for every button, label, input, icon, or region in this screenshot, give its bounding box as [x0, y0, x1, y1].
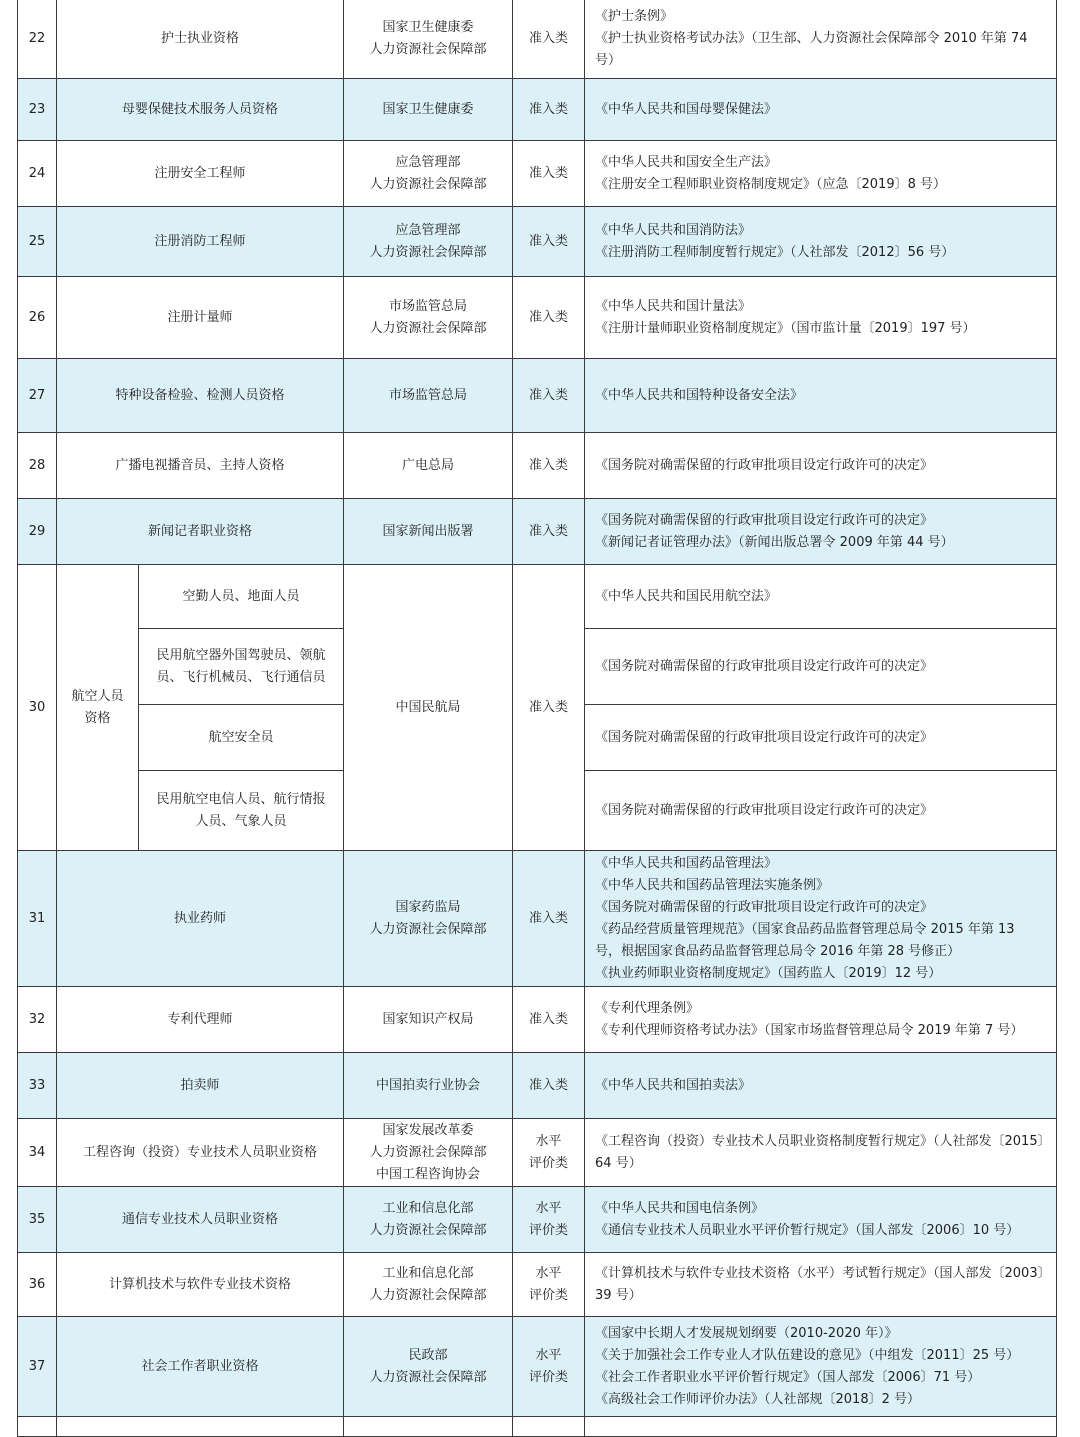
basis-documents-cell-line: 号） — [595, 52, 622, 68]
qualification-name-line: 工程咨询（投资）专业技术人员职业资格 — [83, 1144, 318, 1160]
department-cell-line: 广电总局 — [402, 457, 455, 473]
basis-documents-cell-line: 《新闻记者证管理办法》（新闻出版总署令 2009 年第 44 号） — [595, 534, 954, 550]
department-cell-line: 中国拍卖行业协会 — [376, 1077, 481, 1093]
sub-qualification-name — [139, 705, 344, 771]
basis-documents-cell — [585, 141, 1057, 207]
qualification-name-line: 广播电视播音员、主持人资格 — [115, 457, 285, 473]
basis-documents-cell — [585, 771, 1057, 851]
department-cell — [344, 141, 513, 207]
basis-documents-cell-line: 《国务院对确需保留的行政审批项目设定行政许可的决定》 — [595, 512, 934, 528]
qualification-name-line: 新闻记者职业资格 — [148, 523, 253, 539]
basis-documents-cell-line: 《中华人民共和国药品管理法》 — [595, 855, 778, 871]
row-number-line: 25 — [28, 233, 46, 249]
category-cell-line: 准入类 — [529, 1077, 569, 1093]
category-cell — [513, 565, 585, 851]
basis-documents-cell — [585, 1053, 1057, 1119]
department-cell — [344, 1119, 513, 1187]
category-cell — [513, 1253, 585, 1317]
basis-documents-cell — [585, 359, 1057, 433]
basis-documents-cell — [585, 1253, 1057, 1317]
category-cell-line: 评价类 — [529, 1369, 569, 1385]
department-cell-line: 人力资源社会保障部 — [369, 1222, 487, 1238]
category-cell — [513, 277, 585, 359]
category-cell-line: 准入类 — [529, 1011, 569, 1027]
table-row — [18, 851, 1057, 987]
row-number — [18, 1317, 57, 1417]
qualification-name-line: 注册消防工程师 — [154, 233, 246, 249]
qualification-name-line: 注册计量师 — [167, 309, 233, 325]
sub-qualification-name — [139, 565, 344, 629]
basis-documents-cell-line: 《注册安全工程师职业资格制度规定》（应急〔2019〕8 号） — [595, 176, 947, 192]
category-cell — [513, 79, 585, 141]
category-cell — [513, 987, 585, 1053]
qualification-name — [57, 207, 344, 277]
qualification-name-line: 拍卖师 — [180, 1077, 220, 1093]
category-cell-line: 准入类 — [529, 165, 569, 181]
qualification-name — [57, 433, 344, 499]
department-cell-line: 市场监管总局 — [389, 298, 468, 314]
row-number — [18, 79, 57, 141]
category-cell — [513, 207, 585, 277]
department-cell — [344, 277, 513, 359]
table-row — [18, 987, 1057, 1053]
basis-documents-cell-line: 《专利代理条例》 — [595, 1000, 700, 1016]
row-number-line: 32 — [28, 1011, 46, 1027]
department-cell — [344, 359, 513, 433]
department-cell — [344, 0, 513, 79]
table-row — [18, 1253, 1057, 1317]
row-number-line: 29 — [28, 523, 46, 539]
table-row — [18, 359, 1057, 433]
basis-documents-cell-line: 《中华人民共和国计量法》 — [595, 298, 752, 314]
sub-qualification-name-line: 员、飞行机械员、飞行通信员 — [156, 669, 326, 685]
row-number-line: 34 — [28, 1144, 46, 1160]
category-cell — [513, 1053, 585, 1119]
sub-qualification-name — [139, 771, 344, 851]
row-number-line: 33 — [28, 1077, 46, 1093]
row-number-line: 37 — [28, 1358, 46, 1374]
qualification-name — [57, 277, 344, 359]
table-row — [18, 433, 1057, 499]
department-cell-line: 人力资源社会保障部 — [369, 921, 487, 937]
basis-documents-cell-line: 《中华人民共和国药品管理法实施条例》 — [595, 877, 830, 893]
category-cell — [513, 433, 585, 499]
row-number — [18, 851, 57, 987]
category-cell-line: 准入类 — [529, 30, 569, 46]
qualification-name-line: 注册安全工程师 — [154, 165, 246, 181]
basis-documents-cell — [585, 0, 1057, 79]
row-number — [18, 1253, 57, 1317]
qualification-group-line: 资格 — [84, 710, 111, 726]
department-cell-line: 国家卫生健康委 — [382, 101, 474, 117]
basis-documents-cell-line: 《护士条例》 — [595, 8, 674, 24]
department-cell-line: 国家知识产权局 — [382, 1011, 474, 1027]
category-cell — [513, 499, 585, 565]
qualification-table — [17, 0, 1057, 1437]
table-row — [18, 565, 1057, 629]
department-cell — [344, 499, 513, 565]
sub-qualification-name-line: 空勤人员、地面人员 — [182, 588, 300, 604]
category-cell-line: 评价类 — [529, 1155, 569, 1171]
department-cell-line: 国家药监局 — [395, 899, 461, 915]
department-cell — [344, 1253, 513, 1317]
table-row — [18, 79, 1057, 141]
basis-documents-cell-line: 《国务院对确需保留的行政审批项目设定行政许可的决定》 — [595, 802, 934, 818]
basis-documents-cell-line: 《护士执业资格考试办法》（卫生部、人力资源社会保障部令 2010 年第 74 — [595, 30, 1028, 46]
row-number — [18, 987, 57, 1053]
department-cell-line: 人力资源社会保障部 — [369, 320, 487, 336]
basis-documents-cell-line: 《国务院对确需保留的行政审批项目设定行政许可的决定》 — [595, 658, 934, 674]
basis-documents-cell — [585, 705, 1057, 771]
row-number — [18, 565, 57, 851]
table-row — [18, 499, 1057, 565]
department-cell-line: 民政部 — [408, 1347, 448, 1363]
category-cell-line: 准入类 — [529, 699, 569, 715]
department-cell-line: 人力资源社会保障部 — [369, 1144, 487, 1160]
category-cell-line: 准入类 — [529, 523, 569, 539]
category-cell — [513, 1317, 585, 1417]
category-cell — [513, 1187, 585, 1253]
category-cell-line: 评价类 — [529, 1287, 569, 1303]
row-number — [18, 1053, 57, 1119]
basis-documents-cell — [585, 987, 1057, 1053]
table-row — [18, 1317, 1057, 1417]
department-cell — [344, 79, 513, 141]
sub-qualification-name-line: 民用航空电信人员、航行情报 — [156, 791, 326, 807]
qualification-name-line: 执业药师 — [174, 910, 227, 926]
qualification-name-line: 通信专业技术人员职业资格 — [122, 1211, 279, 1227]
basis-documents-cell — [585, 1317, 1057, 1417]
department-cell — [344, 207, 513, 277]
category-cell-line: 准入类 — [529, 910, 569, 926]
department-cell — [344, 1187, 513, 1253]
table-row — [18, 1053, 1057, 1119]
department-cell — [344, 433, 513, 499]
basis-documents-cell — [585, 433, 1057, 499]
row-number-line: 23 — [28, 101, 46, 117]
row-number-line: 22 — [28, 30, 46, 46]
basis-documents-cell-line: 《国家中长期人才发展规划纲要（2010-2020 年）》 — [595, 1325, 898, 1341]
basis-documents-cell — [585, 79, 1057, 141]
basis-documents-cell-line: 《关于加强社会工作专业人才队伍建设的意见》（中组发〔2011〕25 号） — [595, 1347, 1020, 1363]
basis-documents-cell — [585, 207, 1057, 277]
department-cell-line: 中国民航局 — [395, 699, 461, 715]
department-cell — [344, 851, 513, 987]
row-number — [18, 207, 57, 277]
basis-documents-cell-line: 64 号） — [595, 1155, 642, 1171]
row-number — [18, 359, 57, 433]
row-number — [18, 499, 57, 565]
basis-documents-cell-line: 《执业药师职业资格制度规定》（国药监人〔2019〕12 号） — [595, 965, 942, 981]
sub-qualification-name-line: 人员、气象人员 — [195, 813, 287, 829]
department-cell — [344, 1053, 513, 1119]
department-cell-line: 人力资源社会保障部 — [369, 1287, 487, 1303]
department-cell-line: 中国工程咨询协会 — [376, 1166, 481, 1182]
qualification-name — [57, 851, 344, 987]
basis-documents-cell — [585, 499, 1057, 565]
row-number-line: 26 — [28, 309, 46, 325]
qualification-name — [57, 79, 344, 141]
basis-documents-cell — [585, 565, 1057, 629]
basis-documents-cell-line: 《国务院对确需保留的行政审批项目设定行政许可的决定》 — [595, 899, 934, 915]
qualification-name-line: 专利代理师 — [167, 1011, 233, 1027]
basis-documents-cell — [585, 851, 1057, 987]
category-cell-line: 准入类 — [529, 101, 569, 117]
sub-qualification-name-line: 民用航空器外国驾驶员、领航 — [156, 647, 326, 663]
basis-documents-cell-line: 号，根据国家食品药品监督管理总局令 2016 年第 28 号修正） — [595, 943, 961, 959]
basis-documents-cell-line: 《高级社会工作师评价办法》（人社部规〔2018〕2 号） — [595, 1391, 921, 1407]
basis-documents-cell-line: 《计算机技术与软件专业技术资格（水平）考试暂行规定》（国人部发〔2003〕 — [595, 1265, 1051, 1281]
basis-documents-cell-line: 《中华人民共和国拍卖法》 — [595, 1077, 752, 1093]
table-row — [18, 207, 1057, 277]
table-row — [18, 1119, 1057, 1187]
basis-documents-cell-line: 《专利代理师资格考试办法》（国家市场监督管理总局令 2019 年第 7 号） — [595, 1022, 1024, 1038]
category-cell-line: 水平 — [535, 1133, 562, 1149]
qualification-name — [57, 1253, 344, 1317]
basis-documents-cell-line: 《中华人民共和国特种设备安全法》 — [595, 387, 804, 403]
category-cell-line: 水平 — [535, 1265, 562, 1281]
basis-documents-cell-line: 39 号） — [595, 1287, 642, 1303]
department-cell-line: 工业和信息化部 — [382, 1265, 474, 1281]
category-cell — [513, 851, 585, 987]
row-number-line: 28 — [28, 457, 46, 473]
department-cell-line: 市场监管总局 — [389, 387, 468, 403]
table-row — [18, 0, 1057, 79]
qualification-name — [57, 141, 344, 207]
department-cell — [344, 1317, 513, 1417]
qualification-group-line: 航空人员 — [71, 688, 124, 704]
category-cell-line: 准入类 — [529, 233, 569, 249]
department-cell-line: 国家卫生健康委 — [382, 19, 474, 35]
category-cell — [513, 141, 585, 207]
basis-documents-cell-line: 《社会工作者职业水平评价暂行规定》（国人部发〔2006〕71 号） — [595, 1369, 981, 1385]
department-cell — [344, 987, 513, 1053]
basis-documents-cell-line: 《注册消防工程师制度暂行规定》（人社部发〔2012〕56 号） — [595, 244, 955, 260]
basis-documents-cell — [585, 629, 1057, 705]
department-cell-line: 工业和信息化部 — [382, 1200, 474, 1216]
category-cell-line: 水平 — [535, 1200, 562, 1216]
department-cell-line: 国家新闻出版署 — [382, 523, 474, 539]
row-number — [18, 0, 57, 79]
qualification-name-line: 母婴保健技术服务人员资格 — [122, 101, 279, 117]
department-cell-line: 应急管理部 — [395, 222, 461, 238]
basis-documents-cell — [585, 277, 1057, 359]
department-cell-line: 人力资源社会保障部 — [369, 244, 487, 260]
qualification-name — [57, 0, 344, 79]
category-cell-line: 准入类 — [529, 387, 569, 403]
qualification-name-line: 特种设备检验、检测人员资格 — [115, 387, 285, 403]
category-cell-line: 准入类 — [529, 457, 569, 473]
qualification-name — [57, 499, 344, 565]
category-cell — [513, 0, 585, 79]
qualification-name — [57, 1317, 344, 1417]
table-row — [18, 277, 1057, 359]
basis-documents-cell-line: 《中华人民共和国民用航空法》 — [595, 588, 778, 604]
row-number-line: 30 — [28, 699, 46, 715]
table-row — [18, 1187, 1057, 1253]
qualification-name — [57, 359, 344, 433]
row-number-line: 27 — [28, 387, 46, 403]
department-cell-line: 人力资源社会保障部 — [369, 1369, 487, 1385]
table-row — [18, 141, 1057, 207]
department-cell — [344, 565, 513, 851]
basis-documents-cell-line: 《工程咨询（投资）专业技术人员职业资格制度暂行规定》（人社部发〔2015〕 — [595, 1133, 1051, 1149]
qualification-name-line: 护士执业资格 — [161, 30, 240, 46]
row-number — [18, 433, 57, 499]
sub-qualification-name — [139, 629, 344, 705]
row-number-line: 35 — [28, 1211, 46, 1227]
basis-documents-cell-line: 《中华人民共和国电信条例》 — [595, 1200, 765, 1216]
department-cell-line: 应急管理部 — [395, 154, 461, 170]
row-number-line: 36 — [28, 1276, 46, 1292]
category-cell-line: 准入类 — [529, 309, 569, 325]
qualification-name — [57, 1119, 344, 1187]
category-cell-line: 水平 — [535, 1347, 562, 1363]
category-cell — [513, 359, 585, 433]
basis-documents-cell-line: 《注册计量师职业资格制度规定》（国市监计量〔2019〕197 号） — [595, 320, 976, 336]
row-number-line: 31 — [28, 910, 46, 926]
basis-documents-cell-line: 《中华人民共和国消防法》 — [595, 222, 752, 238]
qualification-name — [57, 987, 344, 1053]
qualification-name-line: 计算机技术与软件专业技术资格 — [109, 1276, 292, 1292]
basis-documents-cell-line: 《国务院对确需保留的行政审批项目设定行政许可的决定》 — [595, 457, 934, 473]
department-cell-line: 人力资源社会保障部 — [369, 176, 487, 192]
category-cell — [513, 1119, 585, 1187]
department-cell-line: 人力资源社会保障部 — [369, 41, 487, 57]
qualification-name — [57, 1053, 344, 1119]
sub-qualification-name-line: 航空安全员 — [208, 729, 274, 745]
basis-documents-cell-line: 《药品经营质量管理规范》（国家食品药品监督管理总局令 2015 年第 13 — [595, 921, 1015, 937]
basis-documents-cell-line: 《通信专业技术人员职业水平评价暂行规定》（国人部发〔2006〕10 号） — [595, 1222, 1020, 1238]
category-cell-line: 评价类 — [529, 1222, 569, 1238]
row-number-line: 24 — [28, 165, 46, 181]
row-number — [18, 277, 57, 359]
qualification-group — [57, 565, 139, 851]
row-number — [18, 1187, 57, 1253]
basis-documents-cell — [585, 1187, 1057, 1253]
qualification-name-line: 社会工作者职业资格 — [141, 1358, 259, 1374]
department-cell-line: 国家发展改革委 — [382, 1122, 474, 1138]
qualification-name — [57, 1187, 344, 1253]
row-number — [18, 141, 57, 207]
basis-documents-cell — [585, 1119, 1057, 1187]
row-number — [18, 1119, 57, 1187]
basis-documents-cell-line: 《中华人民共和国母婴保健法》 — [595, 101, 778, 117]
basis-documents-cell-line: 《国务院对确需保留的行政审批项目设定行政许可的决定》 — [595, 729, 934, 745]
basis-documents-cell-line: 《中华人民共和国安全生产法》 — [595, 154, 778, 170]
